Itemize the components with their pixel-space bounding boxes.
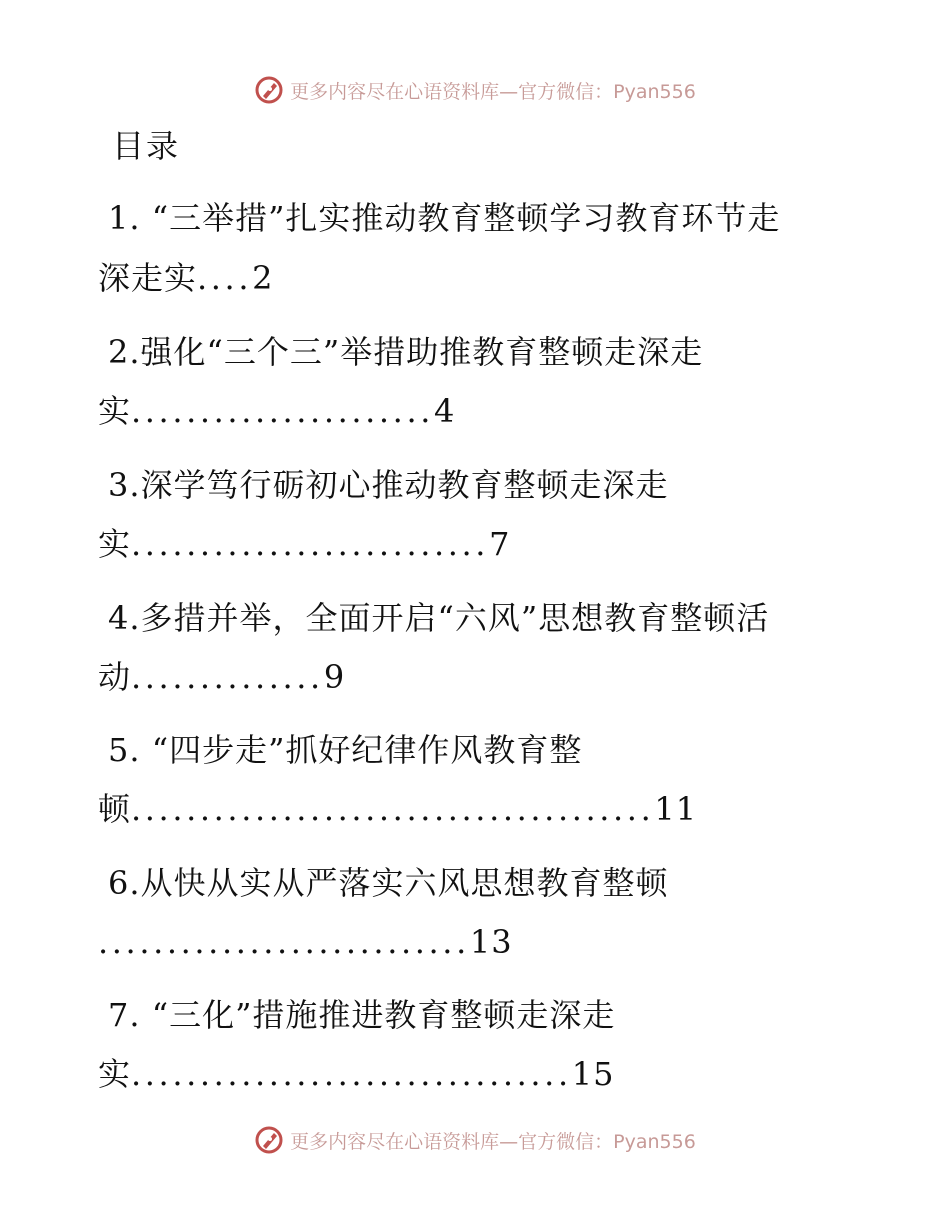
header-banner (0, 70, 950, 110)
toc-entry-1-page: 2 (252, 259, 274, 297)
toc-entry-4-line2 (98, 655, 345, 699)
toc-entry-4-page: 9 (323, 658, 346, 696)
toc-entry-5-line1: 5. “四步走”抓好纪律作风教育整 (108, 731, 583, 769)
pen-seal-icon (254, 75, 284, 105)
toc-entry-5-dots: ...................................... (131, 790, 655, 828)
toc-entry-1-lead: 深走实 (98, 259, 198, 297)
toc-entry-5-lead: 顿 (98, 790, 132, 828)
pen-seal-icon (254, 1125, 284, 1155)
toc-entry-1-dots: .... (197, 259, 253, 297)
toc-entry-5-line2 (98, 787, 697, 831)
toc-entry-7-dots: ................................ (131, 1055, 572, 1093)
toc-entry-7-line2 (98, 1052, 614, 1096)
toc-entry-4-line1: 4.多措并举，全面开启“六风”思想教育整顿活 (108, 599, 770, 637)
toc-title: 目录 (112, 127, 181, 165)
toc-entry-7-page: 15 (571, 1055, 615, 1093)
toc-entry-3-line1: 3.深学笃行砺初心推动教育整顿走深走 (108, 466, 669, 504)
toc-entry-7-lead: 实 (98, 1055, 132, 1093)
toc-entry-6-line1: 6.从快从实从严落实六风思想教育整顿 (108, 864, 669, 902)
toc-entry-6-line2 (98, 920, 513, 964)
toc-entry-6-page: 13 (469, 923, 513, 961)
toc-entry-2-page: 4 (434, 392, 456, 430)
toc-entry-2-line2 (98, 389, 455, 433)
banner-text: 更多内容尽在心语资料库—官方微信：Pyan556 (290, 1130, 696, 1153)
toc-entry-3-lead: 实 (98, 525, 132, 563)
toc-entry-2-lead: 实 (98, 392, 132, 430)
toc-entry-4-lead: 动 (98, 658, 132, 696)
toc-entry-3-page: 7 (489, 525, 511, 563)
toc-entry-5-page: 11 (654, 790, 698, 828)
toc-entry-3-line2 (98, 522, 510, 566)
toc-entry-3-dots: .......................... (131, 525, 490, 563)
toc-entry-6-dots: ........................... (98, 923, 470, 961)
toc-entry-1-line1: 1. “三举措”扎实推动教育整顿学习教育环节走 (108, 199, 781, 237)
toc-entry-2-line1: 2.强化“三个三”举措助推教育整顿走深走 (108, 333, 704, 371)
toc-entry-7-line1: 7. “三化”措施推进教育整顿走深走 (108, 996, 616, 1034)
toc-entry-4-dots: .............. (131, 658, 324, 696)
banner-text: 更多内容尽在心语资料库—官方微信：Pyan556 (290, 80, 696, 103)
toc-entry-1-line2 (98, 256, 273, 300)
toc-entry-2-dots: ...................... (131, 392, 434, 430)
footer-banner (0, 1120, 950, 1160)
